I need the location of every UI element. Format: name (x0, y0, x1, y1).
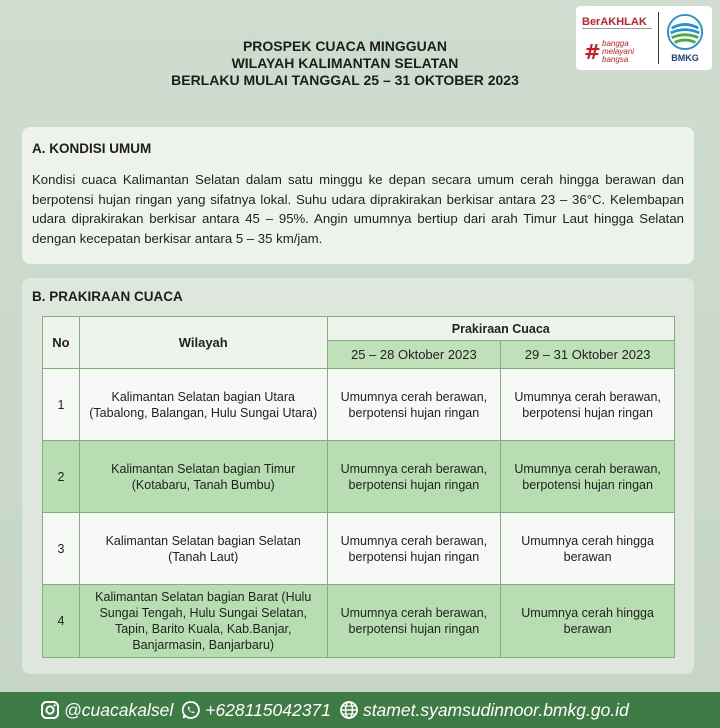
table-header-row (43, 317, 675, 341)
forecast-cell: Umumnya cerah berawan, berpotensi hujan ringan (327, 441, 501, 513)
slogan-word: bangsa (602, 55, 629, 64)
forecast-cell: Umumnya cerah berawan, berpotensi hujan ringan (327, 513, 501, 585)
whatsapp-link[interactable] (181, 700, 331, 721)
footer-bar (0, 692, 720, 728)
prakiraan-cuaca-card (22, 278, 694, 674)
col-prakiraan-header: Prakiraan Cuaca (327, 317, 674, 341)
logo-panel (576, 6, 712, 70)
title-line-3: BERLAKU MULAI TANGGAL 25 – 31 OKTOBER 2023 (171, 72, 519, 88)
title-line-2: WILAYAH KALIMANTAN SELATAN (231, 55, 459, 71)
instagram-handle: @cuacakalsel (64, 699, 174, 720)
region-cell: Kalimantan Selatan bagian Barat (Hulu Sungai Tengah, Hulu Sungai Selatan, Tapin, Barito Kuala, Kab.Banjar, Banjarmasin, Banjarbaru) (79, 585, 327, 658)
globe-icon (339, 700, 359, 720)
table-row (43, 369, 675, 441)
col-no-header: No (43, 317, 80, 369)
website-url: stamet.syamsudinnoor.bmkg.go.id (362, 699, 629, 720)
forecast-cell: Umumnya cerah berawan, berpotensi hujan ringan (327, 369, 501, 441)
whatsapp-number: +628115042371 (205, 699, 331, 720)
whatsapp-icon (181, 700, 201, 720)
kondisi-umum-text: Kondisi cuaca Kalimantan Selatan dalam satu minggu ke depan secara umum cerah hingga berawan dan berpotensi hujan ringan yang sifatnya lokal. Suhu udara diprakirakan berkisar antara 23 – 36°C. Kelembapan udara diprakirakan berkisar antara 45 – 95%. Angin umumnya bertiup dari arah Timur Laut hingga Selatan dengan kecepatan berkisar antara 5 – 35 km/jam. (32, 172, 684, 246)
website-link[interactable] (339, 700, 629, 721)
slogan-word: melayani (602, 47, 635, 56)
bmkg-wordmark: BMKG (671, 53, 699, 63)
date-range-1: 25 – 28 Oktober 2023 (327, 341, 501, 369)
kondisi-umum-card (22, 127, 694, 264)
hashtag-icon: # (584, 40, 601, 64)
row-number: 1 (43, 369, 80, 441)
row-number: 3 (43, 513, 80, 585)
row-number: 2 (43, 441, 80, 513)
berakhlak-logo (576, 8, 658, 68)
date-range-2: 29 – 31 Oktober 2023 (501, 341, 675, 369)
row-number: 4 (43, 585, 80, 658)
berakhlak-underline (582, 28, 652, 32)
berakhlak-slogan (602, 40, 634, 64)
slogan-word: bangga (602, 39, 629, 48)
table-row (43, 441, 675, 513)
forecast-cell: Umumnya cerah berawan, berpotensi hujan ringan (501, 441, 675, 513)
forecast-cell: Umumnya cerah hingga berawan (501, 585, 675, 658)
forecast-cell: Umumnya cerah hingga berawan (501, 513, 675, 585)
forecast-cell: Umumnya cerah berawan, berpotensi hujan ringan (501, 369, 675, 441)
instagram-link[interactable] (40, 700, 173, 721)
forecast-cell: Umumnya cerah berawan, berpotensi hujan ringan (327, 585, 501, 658)
table-row (43, 513, 675, 585)
forecast-table (42, 316, 675, 658)
page-title (130, 38, 560, 89)
bmkg-emblem-icon (666, 13, 704, 51)
section-b-heading: B. PRAKIRAAN CUACA (32, 289, 183, 304)
region-cell: Kalimantan Selatan bagian Selatan (Tanah Laut) (79, 513, 327, 585)
region-cell: Kalimantan Selatan bagian Timur (Kotabaru, Tanah Bumbu) (79, 441, 327, 513)
title-line-1: PROSPEK CUACA MINGGUAN (242, 38, 448, 54)
table-row (43, 585, 675, 658)
region-cell: Kalimantan Selatan bagian Utara (Tabalong, Balangan, Hulu Sungai Utara) (79, 369, 327, 441)
section-a-heading: A. KONDISI UMUM (32, 141, 152, 156)
berakhlak-wordmark: BerAKHLAK (582, 16, 647, 28)
instagram-icon (40, 700, 60, 720)
col-wilayah-header: Wilayah (79, 317, 327, 369)
bmkg-logo (659, 8, 711, 68)
